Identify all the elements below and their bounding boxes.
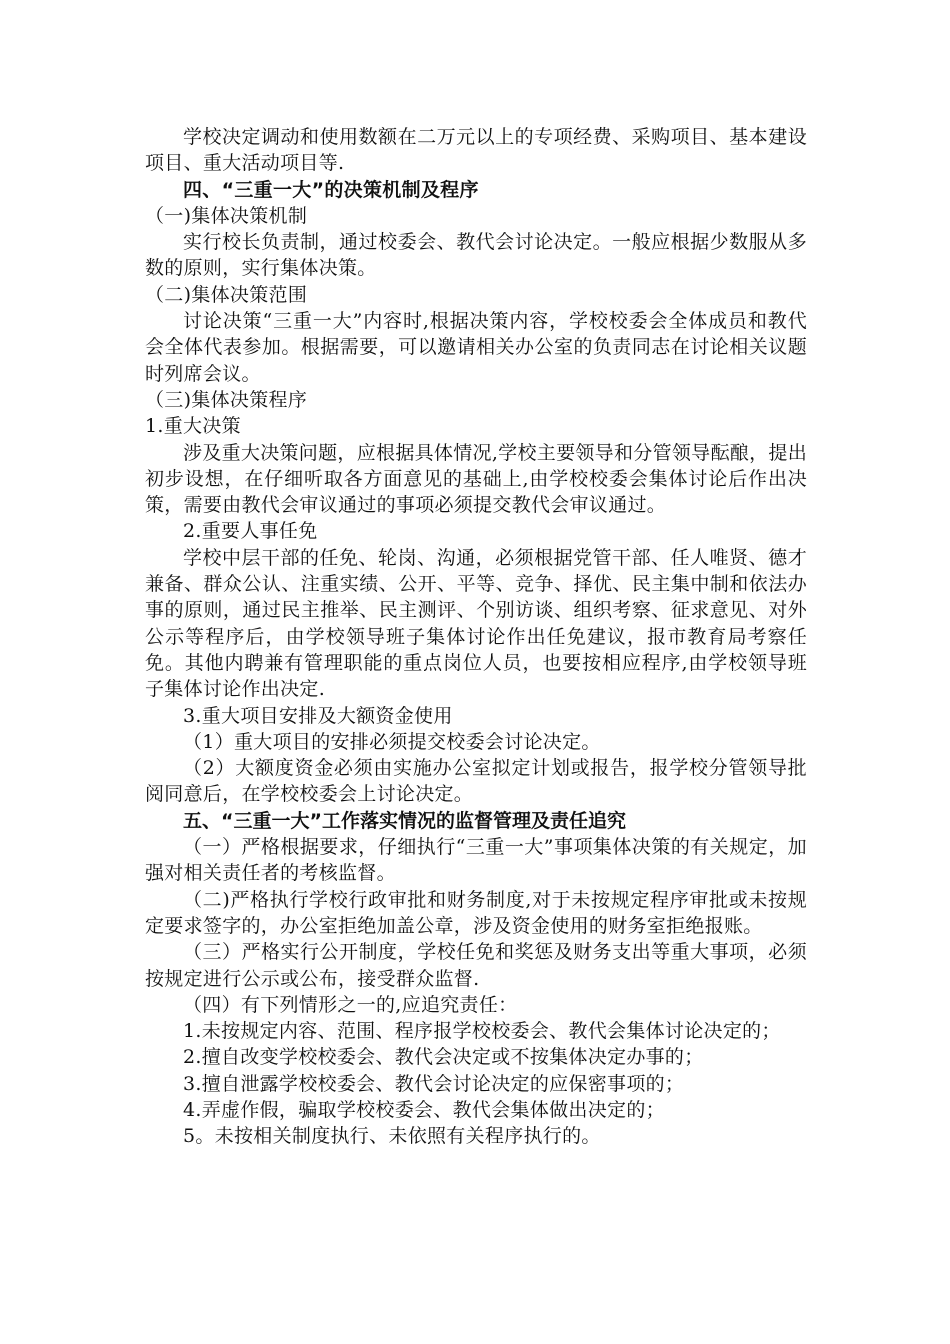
- subheading-collective-mechanism: （一)集体决策机制: [145, 204, 308, 227]
- document-body: [145, 124, 807, 1150]
- paragraph-major-decision: 涉及重大决策问题，应根据具体情况,学校主要领导和分管领导酝酿，提出初步设想，在仔细听取各方面意见的基础上,由学校校委会集体讨论后作出决策，需要由教代会审议通过的事项必须提交教代会审议通过。: [145, 441, 807, 517]
- item-major-projects-funds: 3.重大项目安排及大额资金使用: [183, 704, 453, 727]
- paragraph-supervision-2: （二)严格执行学校行政审批和财务制度,对于未按规定程序审批或未按规定要求签字的，办公室拒绝加盖公章，涉及资金使用的财务室拒绝报账。: [145, 888, 807, 937]
- list-item-2: 2.擅自改变学校校委会、教代会决定或不按集体决定办事的；: [183, 1046, 704, 1069]
- paragraph-personnel-appointment: 学校中层干部的任免、轮岗、沟通，必须根据党管干部、任人唯贤、德才兼备、群众公认、注重实绩、公开、平等、竞争、择优、民主集中制和依法办事的原则，通过民主推举、民主测评、个别访谈、组织考察、征求意见、对外公示等程序后，由学校领导班子集体讨论作出任免建议，报市教育局考察任免。其他内聘兼有管理职能的重点岗位人员，也要按相应程序,由学校领导班子集体讨论作出决定.: [145, 546, 807, 701]
- section-heading-5: 五、“三重一大”工作落实情况的监督管理及责任追究: [183, 809, 626, 832]
- paragraph-supervision-1: （一）严格根据要求，仔细执行“三重一大”事项集体决策的有关规定，加强对相关责任者的考核监督。: [145, 836, 807, 885]
- section-heading-4: 四、“三重一大”的决策机制及程序: [183, 178, 479, 201]
- subheading-collective-scope: （二)集体决策范围: [145, 283, 308, 306]
- list-item-5: 5。未按相关制度执行、未依照有关程序执行的。: [183, 1125, 601, 1148]
- item-major-decision: 1.重大决策: [145, 415, 241, 438]
- paragraph-special-funds: 学校决定调动和使用数额在二万元以上的专项经费、采购项目、基本建设项目、重大活动项目等.: [145, 126, 807, 175]
- paragraph-principal-responsibility: 实行校长负责制，通过校委会、教代会讨论决定。一般应根据少数服从多数的原则，实行集体决策。: [145, 231, 807, 280]
- paragraph-scope-detail: 讨论决策“三重一大”内容时,根据决策内容，学校校委会全体成员和教代会全体代表参加。根据需要，可以邀请相关办公室的负责同志在讨论相关议题时列席会议。: [145, 310, 807, 385]
- item-personnel-appointment: 2.重要人事任免: [183, 520, 318, 543]
- list-item-3: 3.擅自泄露学校校委会、教代会讨论决定的应保密事项的；: [183, 1072, 685, 1095]
- paragraph-accountability: （四）有下列情形之一的,应追究责任：: [183, 993, 518, 1016]
- paragraph-major-projects: （1）重大项目的安排必须提交校委会讨论决定。: [183, 730, 601, 753]
- paragraph-large-funds: （2）大额度资金必须由实施办公室拟定计划或报告，报学校分管领导批阅同意后，在学校校委会上讨论决定。: [145, 757, 807, 806]
- list-item-4: 4.弄虚作假，骗取学校校委会、教代会集体做出决定的；: [183, 1098, 665, 1121]
- paragraph-supervision-3: （三）严格实行公开制度，学校任免和奖惩及财务支出等重大事项，必须按规定进行公示或公布，接受群众监督.: [145, 941, 807, 990]
- list-item-1: 1.未按规定内容、范围、程序报学校校委会、教代会集体讨论决定的；: [183, 1020, 781, 1043]
- subheading-collective-procedure: （三)集体决策程序: [145, 388, 308, 411]
